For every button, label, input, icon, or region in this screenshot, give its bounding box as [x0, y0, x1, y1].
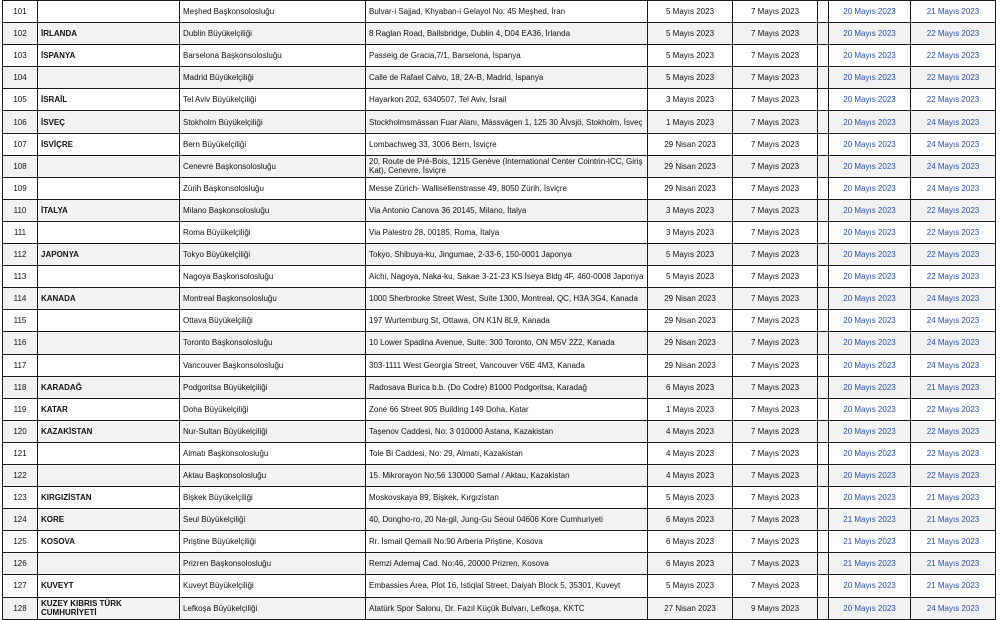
- date-1: 6 Mayıs 2023: [648, 376, 733, 398]
- address: Remzi Ademaj Cad. No:46, 20000 Prizren, Kosova: [366, 553, 648, 575]
- table-row: [3, 487, 996, 509]
- table-row: [3, 1, 996, 23]
- date-4: 21 Mayıs 2023: [911, 376, 996, 398]
- country-name: [38, 1, 180, 23]
- table-body: [3, 1, 996, 620]
- date-3: 20 Mayıs 2023: [829, 133, 911, 155]
- table-row: [3, 310, 996, 332]
- country-name: KANADA: [38, 288, 180, 310]
- date-4: 24 Mayıs 2023: [911, 332, 996, 354]
- date-3: 21 Mayıs 2023: [829, 553, 911, 575]
- date-3: 20 Mayıs 2023: [829, 420, 911, 442]
- date-3: 20 Mayıs 2023: [829, 442, 911, 464]
- date-2: 7 Mayıs 2023: [733, 310, 818, 332]
- mission-name: Milano Başkonsolosluğu: [180, 199, 366, 221]
- spacer-cell: [818, 531, 829, 553]
- date-3: 20 Mayıs 2023: [829, 288, 911, 310]
- row-number: 102: [3, 23, 38, 45]
- spacer-cell: [818, 398, 829, 420]
- mission-name: Lefkoşa Büyükelçiliği: [180, 597, 366, 619]
- date-2: 7 Mayıs 2023: [733, 376, 818, 398]
- address: Aichi, Nagoya, Naka-ku, Sakae 3-21-23 KS İseya Bldg 4F, 460-0008 Japonya: [366, 266, 648, 288]
- address: 10 Lower Spadina Avenue, Suite: 300 Toronto, ON M5V 2Z2, Kanada: [366, 332, 648, 354]
- date-3: 20 Mayıs 2023: [829, 487, 911, 509]
- date-2: 7 Mayıs 2023: [733, 133, 818, 155]
- country-name: JAPONYA: [38, 244, 180, 266]
- date-4: 24 Mayıs 2023: [911, 354, 996, 376]
- table-row: [3, 111, 996, 133]
- date-2: 7 Mayıs 2023: [733, 221, 818, 243]
- table-row: [3, 509, 996, 531]
- mission-name: Bern Büyükelçiliği: [180, 133, 366, 155]
- country-name: KIRGIZİSTAN: [38, 487, 180, 509]
- mission-name: Aktau Başkonsolosluğu: [180, 464, 366, 486]
- date-4: 24 Mayıs 2023: [911, 310, 996, 332]
- spacer-cell: [818, 111, 829, 133]
- country-name: İSPANYA: [38, 45, 180, 67]
- date-4: 22 Mayıs 2023: [911, 67, 996, 89]
- spacer-cell: [818, 23, 829, 45]
- table-row: [3, 531, 996, 553]
- date-3: 20 Mayıs 2023: [829, 310, 911, 332]
- date-1: 5 Mayıs 2023: [648, 45, 733, 67]
- table-row: [3, 376, 996, 398]
- spacer-cell: [818, 332, 829, 354]
- country-name: [38, 442, 180, 464]
- date-1: 29 Nisan 2023: [648, 177, 733, 199]
- date-2: 7 Mayıs 2023: [733, 111, 818, 133]
- mission-name: Dublin Büyükelçiliği: [180, 23, 366, 45]
- spacer-cell: [818, 221, 829, 243]
- row-number: 108: [3, 155, 38, 177]
- date-3: 21 Mayıs 2023: [829, 531, 911, 553]
- row-number: 119: [3, 398, 38, 420]
- date-4: 22 Mayıs 2023: [911, 266, 996, 288]
- date-2: 7 Mayıs 2023: [733, 332, 818, 354]
- date-4: 24 Mayıs 2023: [911, 288, 996, 310]
- date-1: 6 Mayıs 2023: [648, 509, 733, 531]
- date-4: 21 Mayıs 2023: [911, 1, 996, 23]
- country-name: [38, 266, 180, 288]
- address: Radosava Burica b.b. (Do Codre) 81000 Podgoritsa, Karadağ: [366, 376, 648, 398]
- date-2: 7 Mayıs 2023: [733, 354, 818, 376]
- table-row: [3, 597, 996, 619]
- spacer-cell: [818, 487, 829, 509]
- date-3: 20 Mayıs 2023: [829, 67, 911, 89]
- row-number: 123: [3, 487, 38, 509]
- address: 40, Dongho-ro, 20 Na-gil, Jung-Gu Seoul 04606 Kore Cumhuriyeti: [366, 509, 648, 531]
- date-1: 5 Mayıs 2023: [648, 266, 733, 288]
- address: Rr. İsmail Qemaili No:90 Arberia Priştine, Kosova: [366, 531, 648, 553]
- date-2: 9 Mayıs 2023: [733, 597, 818, 619]
- mission-name: Prizren Başkonsolosluğu: [180, 553, 366, 575]
- row-number: 101: [3, 1, 38, 23]
- document-sheet: [2, 0, 995, 620]
- table-row: [3, 244, 996, 266]
- spacer-cell: [818, 509, 829, 531]
- row-number: 106: [3, 111, 38, 133]
- date-2: 7 Mayıs 2023: [733, 45, 818, 67]
- date-3: 20 Mayıs 2023: [829, 266, 911, 288]
- date-4: 21 Mayıs 2023: [911, 487, 996, 509]
- date-4: 24 Mayıs 2023: [911, 111, 996, 133]
- date-1: 1 Mayıs 2023: [648, 398, 733, 420]
- date-4: 21 Mayıs 2023: [911, 575, 996, 597]
- country-name: [38, 177, 180, 199]
- date-1: 5 Mayıs 2023: [648, 1, 733, 23]
- date-4: 22 Mayıs 2023: [911, 199, 996, 221]
- address: Bulvar-i Sajjad, Khyaban-i Gelayol No: 45 Meşhed, İran: [366, 1, 648, 23]
- row-number: 121: [3, 442, 38, 464]
- date-3: 20 Mayıs 2023: [829, 244, 911, 266]
- mission-name: Roma Büyükelçiliği: [180, 221, 366, 243]
- row-number: 120: [3, 420, 38, 442]
- country-name: [38, 553, 180, 575]
- address: Messe Zürich- Wallisellenstrasse 49, 8050 Zürih, İsviçre: [366, 177, 648, 199]
- spacer-cell: [818, 354, 829, 376]
- date-1: 27 Nisan 2023: [648, 597, 733, 619]
- table-row: [3, 221, 996, 243]
- date-4: 22 Mayıs 2023: [911, 45, 996, 67]
- mission-name: Stokholm Büyükelçiliği: [180, 111, 366, 133]
- spacer-cell: [818, 1, 829, 23]
- date-3: 20 Mayıs 2023: [829, 221, 911, 243]
- date-3: 20 Mayıs 2023: [829, 575, 911, 597]
- address: Tokyo, Shibuya-ku, Jingumae, 2-33-6, 150-0001 Japonya: [366, 244, 648, 266]
- date-2: 7 Mayıs 2023: [733, 509, 818, 531]
- date-3: 20 Mayıs 2023: [829, 89, 911, 111]
- mission-name: Almatı Başkonsolosluğu: [180, 442, 366, 464]
- table-row: [3, 288, 996, 310]
- date-4: 21 Mayıs 2023: [911, 509, 996, 531]
- table-row: [3, 67, 996, 89]
- address: Taşenov Caddesi, No: 3 010000 Astana, Kazakistan: [366, 420, 648, 442]
- date-2: 7 Mayıs 2023: [733, 553, 818, 575]
- address: 197 Wurtemburg St, Ottawa, ON K1N 8L9, Kanada: [366, 310, 648, 332]
- date-4: 21 Mayıs 2023: [911, 531, 996, 553]
- address: Tole Bi Caddesi, No: 29, Almatı, Kazakistan: [366, 442, 648, 464]
- date-3: 20 Mayıs 2023: [829, 1, 911, 23]
- country-name: KUZEY KIBRIS TÜRK CUMHURİYETİ: [38, 597, 180, 619]
- table-row: [3, 553, 996, 575]
- date-1: 4 Mayıs 2023: [648, 420, 733, 442]
- mission-name: Bişkek Büyükelçiliği: [180, 487, 366, 509]
- date-2: 7 Mayıs 2023: [733, 1, 818, 23]
- row-number: 125: [3, 531, 38, 553]
- date-2: 7 Mayıs 2023: [733, 177, 818, 199]
- date-4: 22 Mayıs 2023: [911, 244, 996, 266]
- date-2: 7 Mayıs 2023: [733, 23, 818, 45]
- address: Via Antonio Canova 36 20145, Milano, İtalya: [366, 199, 648, 221]
- date-1: 5 Mayıs 2023: [648, 244, 733, 266]
- date-2: 7 Mayıs 2023: [733, 288, 818, 310]
- row-number: 103: [3, 45, 38, 67]
- table-row: [3, 89, 996, 111]
- table-row: [3, 398, 996, 420]
- country-name: [38, 155, 180, 177]
- date-3: 20 Mayıs 2023: [829, 155, 911, 177]
- table-row: [3, 575, 996, 597]
- date-1: 4 Mayıs 2023: [648, 464, 733, 486]
- date-1: 1 Mayıs 2023: [648, 111, 733, 133]
- country-name: KATAR: [38, 398, 180, 420]
- address: Moskovskaya 89, Bişkek, Kırgızistan: [366, 487, 648, 509]
- row-number: 116: [3, 332, 38, 354]
- address: 8 Raglan Road, Ballsbridge, Dublin 4, D04 EA36, İrlanda: [366, 23, 648, 45]
- table-row: [3, 266, 996, 288]
- row-number: 118: [3, 376, 38, 398]
- date-3: 20 Mayıs 2023: [829, 464, 911, 486]
- country-name: İSRAİL: [38, 89, 180, 111]
- row-number: 113: [3, 266, 38, 288]
- date-1: 29 Nisan 2023: [648, 155, 733, 177]
- address: Embassies Area, Plot 16, Istiqlal Street, Daiyah Block 5, 35301, Kuveyt: [366, 575, 648, 597]
- mission-name: Seul Büyükelçiliği: [180, 509, 366, 531]
- table-row: [3, 23, 996, 45]
- mission-name: Nur-Sultan Büyükelçiliği: [180, 420, 366, 442]
- mission-name: Tokyo Büyükelçiliği: [180, 244, 366, 266]
- date-1: 5 Mayıs 2023: [648, 487, 733, 509]
- address: Passeig de Gracia,7/1, Barselona, İspanya: [366, 45, 648, 67]
- country-name: [38, 332, 180, 354]
- country-name: İTALYA: [38, 199, 180, 221]
- date-2: 7 Mayıs 2023: [733, 464, 818, 486]
- table-row: [3, 199, 996, 221]
- address: 303-1111 West Georgia Street, Vancouver V6E 4M3, Kanada: [366, 354, 648, 376]
- country-name: [38, 221, 180, 243]
- row-number: 115: [3, 310, 38, 332]
- date-2: 7 Mayıs 2023: [733, 575, 818, 597]
- row-number: 112: [3, 244, 38, 266]
- table-row: [3, 177, 996, 199]
- country-name: [38, 464, 180, 486]
- spacer-cell: [818, 288, 829, 310]
- address: Stockholmsmässan Fuar Alanı, Mässvägen 1, 125 30 Älvsjö, Stokholm, İsveç: [366, 111, 648, 133]
- mission-name: Barselona Başkonsolosluğu: [180, 45, 366, 67]
- mission-name: Tel Aviv Büyükelçiliği: [180, 89, 366, 111]
- date-4: 22 Mayıs 2023: [911, 89, 996, 111]
- spacer-cell: [818, 244, 829, 266]
- date-1: 6 Mayıs 2023: [648, 531, 733, 553]
- country-name: İSVEÇ: [38, 111, 180, 133]
- row-number: 124: [3, 509, 38, 531]
- spacer-cell: [818, 310, 829, 332]
- mission-name: Meşhed Başkonsolosluğu: [180, 1, 366, 23]
- mission-name: Priştine Büyükelçiliği: [180, 531, 366, 553]
- mission-name: Madrid Büyükelçiliği: [180, 67, 366, 89]
- mission-name: Vancouver Başkonsolosluğu: [180, 354, 366, 376]
- spacer-cell: [818, 597, 829, 619]
- date-4: 24 Mayıs 2023: [911, 177, 996, 199]
- mission-name: Cenevre Başkonsolosluğu: [180, 155, 366, 177]
- country-name: KOSOVA: [38, 531, 180, 553]
- row-number: 114: [3, 288, 38, 310]
- date-1: 29 Nisan 2023: [648, 332, 733, 354]
- spacer-cell: [818, 89, 829, 111]
- spacer-cell: [818, 155, 829, 177]
- date-4: 22 Mayıs 2023: [911, 221, 996, 243]
- mission-name: Ottava Büyükelçiliği: [180, 310, 366, 332]
- spacer-cell: [818, 376, 829, 398]
- date-4: 22 Mayıs 2023: [911, 464, 996, 486]
- country-name: İRLANDA: [38, 23, 180, 45]
- mission-name: Zürih Başkonsolosluğu: [180, 177, 366, 199]
- date-3: 20 Mayıs 2023: [829, 23, 911, 45]
- spacer-cell: [818, 553, 829, 575]
- date-2: 7 Mayıs 2023: [733, 199, 818, 221]
- date-2: 7 Mayıs 2023: [733, 398, 818, 420]
- date-4: 22 Mayıs 2023: [911, 23, 996, 45]
- date-1: 29 Nisan 2023: [648, 133, 733, 155]
- address: 1000 Sherbrooke Street West, Suite 1300, Montreal, QC, H3A 3G4, Kanada: [366, 288, 648, 310]
- date-1: 5 Mayıs 2023: [648, 575, 733, 597]
- spacer-cell: [818, 464, 829, 486]
- country-name: [38, 354, 180, 376]
- date-2: 7 Mayıs 2023: [733, 89, 818, 111]
- date-4: 24 Mayıs 2023: [911, 597, 996, 619]
- date-1: 29 Nisan 2023: [648, 310, 733, 332]
- address: Via Palestro 28, 00185, Roma, İtalya: [366, 221, 648, 243]
- row-number: 104: [3, 67, 38, 89]
- date-1: 3 Mayıs 2023: [648, 199, 733, 221]
- table-row: [3, 332, 996, 354]
- country-name: [38, 67, 180, 89]
- spacer-cell: [818, 575, 829, 597]
- row-number: 128: [3, 597, 38, 619]
- date-1: 4 Mayıs 2023: [648, 442, 733, 464]
- table-row: [3, 45, 996, 67]
- spacer-cell: [818, 133, 829, 155]
- date-3: 20 Mayıs 2023: [829, 597, 911, 619]
- date-3: 20 Mayıs 2023: [829, 177, 911, 199]
- country-name: KARADAĞ: [38, 376, 180, 398]
- row-number: 126: [3, 553, 38, 575]
- country-name: [38, 310, 180, 332]
- spacer-cell: [818, 67, 829, 89]
- date-3: 20 Mayıs 2023: [829, 199, 911, 221]
- mission-name: Podgoritsa Büyükelçiliği: [180, 376, 366, 398]
- date-1: 3 Mayıs 2023: [648, 89, 733, 111]
- mission-name: Montreal Başkonsolosluğu: [180, 288, 366, 310]
- date-3: 20 Mayıs 2023: [829, 111, 911, 133]
- table-row: [3, 464, 996, 486]
- date-4: 24 Mayıs 2023: [911, 155, 996, 177]
- address: Calle de Rafael Calvo, 18, 2A-B, Madrid, İspanya: [366, 67, 648, 89]
- row-number: 117: [3, 354, 38, 376]
- country-name: İSVİÇRE: [38, 133, 180, 155]
- date-1: 5 Mayıs 2023: [648, 23, 733, 45]
- spacer-cell: [818, 177, 829, 199]
- date-1: 3 Mayıs 2023: [648, 221, 733, 243]
- date-3: 21 Mayıs 2023: [829, 509, 911, 531]
- table-row: [3, 442, 996, 464]
- country-name: KAZAKİSTAN: [38, 420, 180, 442]
- country-name: KUVEYT: [38, 575, 180, 597]
- date-3: 20 Mayıs 2023: [829, 332, 911, 354]
- mission-name: Toronto Başkonsolosluğu: [180, 332, 366, 354]
- date-1: 5 Mayıs 2023: [648, 67, 733, 89]
- spacer-cell: [818, 442, 829, 464]
- ballot-locations-table: [2, 0, 996, 620]
- address: Hayarkon 202, 6340507, Tel Aviv, İsrail: [366, 89, 648, 111]
- date-2: 7 Mayıs 2023: [733, 155, 818, 177]
- date-3: 20 Mayıs 2023: [829, 354, 911, 376]
- table-row: [3, 354, 996, 376]
- date-3: 20 Mayıs 2023: [829, 398, 911, 420]
- date-2: 7 Mayıs 2023: [733, 531, 818, 553]
- date-4: 21 Mayıs 2023: [911, 553, 996, 575]
- address: Lombachweg 33, 3006 Bern, İsviçre: [366, 133, 648, 155]
- mission-name: Nagoya Başkonsolosluğu: [180, 266, 366, 288]
- date-2: 7 Mayıs 2023: [733, 442, 818, 464]
- date-3: 20 Mayıs 2023: [829, 45, 911, 67]
- date-4: 22 Mayıs 2023: [911, 398, 996, 420]
- table-row: [3, 133, 996, 155]
- spacer-cell: [818, 199, 829, 221]
- country-name: KORE: [38, 509, 180, 531]
- row-number: 122: [3, 464, 38, 486]
- mission-name: Doha Büyükelçiliği: [180, 398, 366, 420]
- spacer-cell: [818, 266, 829, 288]
- date-1: 29 Nisan 2023: [648, 354, 733, 376]
- date-1: 29 Nisan 2023: [648, 288, 733, 310]
- date-2: 7 Mayıs 2023: [733, 266, 818, 288]
- spacer-cell: [818, 45, 829, 67]
- address: Zone 66 Street 905 Building 149 Doha, Katar: [366, 398, 648, 420]
- row-number: 105: [3, 89, 38, 111]
- date-4: 24 Mayıs 2023: [911, 133, 996, 155]
- date-2: 7 Mayıs 2023: [733, 420, 818, 442]
- mission-name: Kuveyt Büyükelçiliği: [180, 575, 366, 597]
- row-number: 110: [3, 199, 38, 221]
- address: 20, Route de Pré-Bois, 1215 Genève (International Center Cointrin-ICC, Giriş Kat), Cenevre, İsviçre: [366, 155, 648, 177]
- date-2: 7 Mayıs 2023: [733, 67, 818, 89]
- row-number: 109: [3, 177, 38, 199]
- address: Atatürk Spor Salonu, Dr. Fazıl Küçük Bulvarı, Lefkoşa, KKTC: [366, 597, 648, 619]
- spacer-cell: [818, 420, 829, 442]
- date-2: 7 Mayıs 2023: [733, 487, 818, 509]
- date-3: 20 Mayıs 2023: [829, 376, 911, 398]
- date-4: 22 Mayıs 2023: [911, 420, 996, 442]
- date-1: 6 Mayıs 2023: [648, 553, 733, 575]
- row-number: 127: [3, 575, 38, 597]
- date-2: 7 Mayıs 2023: [733, 244, 818, 266]
- address: 15. Mikrorayon No:56 130000 Samal / Aktau, Kazakistan: [366, 464, 648, 486]
- table-row: [3, 155, 996, 177]
- date-4: 22 Mayıs 2023: [911, 442, 996, 464]
- row-number: 111: [3, 221, 38, 243]
- table-row: [3, 420, 996, 442]
- row-number: 107: [3, 133, 38, 155]
